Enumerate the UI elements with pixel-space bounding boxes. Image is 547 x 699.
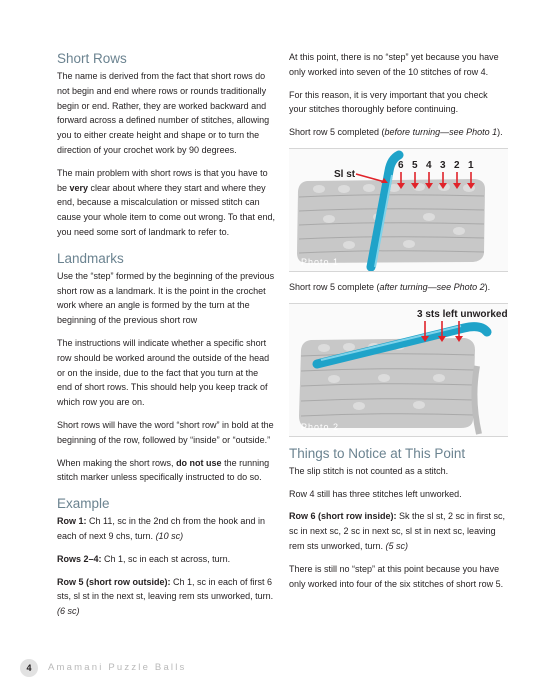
footer-book-title: Amamani Puzzle Balls [48,662,187,673]
example-rows-2-4: Rows 2–4: Ch 1, sc in each st across, turn. [57,553,231,564]
slst-label: Sl st [334,168,356,180]
stitch-number: 3 [440,159,446,171]
things-paragraph-4: There is still no “step” at this point because you have only worked into four of the six stitches of short row 5. [289,563,504,589]
photo-1-caption: Short row 5 completed (before turning—see Photo 1). [289,127,503,138]
stitch-number: 2 [454,159,460,171]
short-rows-heading: Short Rows [57,51,127,66]
photo-2 [289,303,508,437]
landmarks-paragraph-2: The instructions will indicate whether a specific short row should be worked around the outside of the head or on the inside, due to the fact that you turn at the end of short rows. This should help you keep track of which row you are on. [57,337,270,408]
landmarks-paragraph-1: Use the “step” formed by the beginning of the previous short row as a landmark. It is the point in the crochet work where an angle is formed by the turn at the beginning of the previous short row [57,270,275,326]
photo-2-label: Photo 2 [301,421,340,432]
right-column [289,50,507,599]
step-paragraph: At this point, there is no “step” yet because you have only worked into seven of the 10 stitches of row 4. [289,52,499,77]
example-row-5: Row 5 (short row outside): Ch 1, sc in each of first 6 sts, sl st in the next st, leaving rem sts unworked, turn. (6 sc) [57,576,274,617]
photo-2-caption: Short row 5 complete (after turning—see Photo 2). [289,281,491,292]
stitch-number: 1 [468,159,474,171]
example-heading: Example [57,496,110,512]
check-paragraph: For this reason, it is very important that you check your stitches thoroughly before continuing. [289,89,488,115]
things-paragraph-2: Row 4 still has three stitches left unworked. [289,488,462,499]
stitch-number: 6 [398,159,404,171]
unworked-label: 3 sts left unworked [417,308,508,320]
stitch-number: 4 [426,159,432,171]
short-rows-paragraph-1: The name is derived from the fact that short rows do not begin and end where rows or rounds traditionally begin or end. Rather, they are worked backward and forward across a defined number of stitches, allowing you to either create height and shape or to turn the direction of your crochet work by 90 degrees. [57,71,270,155]
left-column [57,50,275,627]
landmarks-paragraph-4: When making the short rows, do not use the running stitch marker unless specifically instructed to do so. [57,457,270,483]
photo-1 [289,148,508,272]
page-number: 4 [20,659,38,677]
page-footer [0,655,547,679]
photo-1-label: Photo 1 [301,256,340,267]
things-heading: Things to Notice at This Point [289,445,466,461]
things-paragraph-1: The slip stitch is not counted as a stitch. [289,465,449,476]
landmarks-paragraph-3: Short rows will have the word “short row” in bold at the beginning of the row, followed by “inside” or “outside.” [57,419,274,445]
stitch-number: 5 [412,159,418,171]
landmarks-heading: Landmarks [57,250,124,266]
short-rows-paragraph-2: The main problem with short rows is that you have to be very clear about where they start and where they end, because a miscalculation or missed stitch can cause your whole item to come out wrong. To that end, you need some sort of landmark to refer to. [57,167,275,237]
example-row-1: Row 1: Ch 11, sc in the 2nd ch from the hook and in each of next 9 chs, turn. (10 sc) [57,516,265,541]
row-6-instruction: Row 6 (short row inside): Sk the sl st, 2 sc in first sc, sc in next sc, 2 sc in next sc, sl st in next sc, leaving rem sts unworked, turn. (5 sc) [289,511,506,551]
